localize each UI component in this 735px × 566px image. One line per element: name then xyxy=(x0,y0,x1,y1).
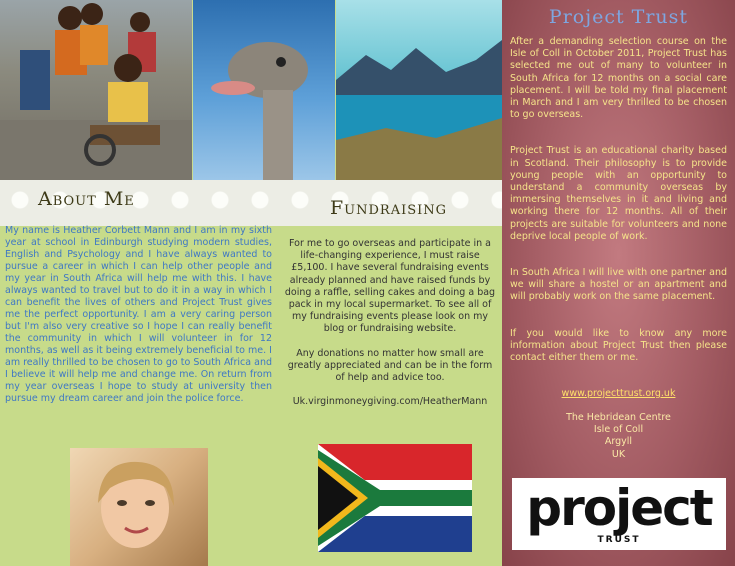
pt-paragraph-3: In South Africa I will live with one partner and we will share a hostel or an apartment and will probably work on the same placement. xyxy=(510,267,727,303)
logo-subtitle: TRUST xyxy=(597,535,641,545)
pt-paragraph-4: If you would like to know any more information about Project Trust then please contact either them or me. xyxy=(510,327,727,364)
fundraising-heading: Fundraising xyxy=(330,197,448,219)
address-line: Isle of Coll xyxy=(593,424,644,436)
fundraising-body xyxy=(282,238,498,420)
ostrich-photo xyxy=(193,0,335,180)
fundraising-paragraph-1: For me to go overseas and participate in a life-changing experience, I must raise £5,100. I have several fundraising events already planned and have raised funds by doing a raffle, selling cakes and doing a bag pack in my local supermarket. To see all of my fundraising events please look on my blog or fundraising website. xyxy=(284,238,496,335)
pt-paragraph-1: After a demanding selection course on the Isle of Coll in October 2011, Project Trust has selected me out of many to volunteer in South Africa for 12 months on a social care placement. I will be told my final placement in March and I am very thrilled to be chosen to go overseas. xyxy=(510,36,727,121)
project-trust-link[interactable]: www.projecttrust.org.uk xyxy=(561,388,676,399)
children-photo xyxy=(0,0,192,180)
south-africa-flag xyxy=(318,444,472,552)
fundraising-paragraph-2: Any donations no matter how small are greatly appreciated and can be in the form of help and advice too. xyxy=(287,347,493,384)
about-body: My name is Heather Corbett Mann and I am in my sixth year at school in Edinburgh studying modern studies, English and Psychology and I have always wanted to pursue a career in which I can help other people and my year in South Africa will help me with this. I have always wanted to travel but to do it in a way in which I can benefit the lives of others and Project Trust gives me the perfect opportunity. I am a very caring person but I'm also very creative so I hope I can really benefit the community in which I will volunteer in for 12 months, as well as it being extremely beneficial to me. I am really thrilled to be chosen to go to South Africa and I believe it will help me and change me. On return from my year overseas I hope to study at university then pursue my dream career and join the police force. xyxy=(5,225,272,404)
address-line: Argyll xyxy=(604,436,633,448)
coastline-photo xyxy=(336,0,502,180)
pt-paragraph-2: Project Trust is an educational charity based in Scotland. Their philosophy is to provide young people with an opportunity to understand a community overseas by immersing themselves in it and living and working there for 12 months. All of their projects are suitable for volunteers and none deprive local people of work. xyxy=(510,145,727,242)
portrait-photo xyxy=(70,448,208,566)
project-trust-title: Project Trust xyxy=(548,6,689,28)
address-line: The Hebridean Centre xyxy=(566,412,671,423)
project-trust-body xyxy=(510,36,727,388)
about-heading: About Me xyxy=(38,188,135,210)
address-block xyxy=(502,412,735,461)
logo-wordmark: project xyxy=(526,479,712,537)
address-line: UK xyxy=(611,448,626,460)
fundraising-url[interactable]: Uk.virginmoneygiving.com/HeatherMann xyxy=(292,396,488,408)
